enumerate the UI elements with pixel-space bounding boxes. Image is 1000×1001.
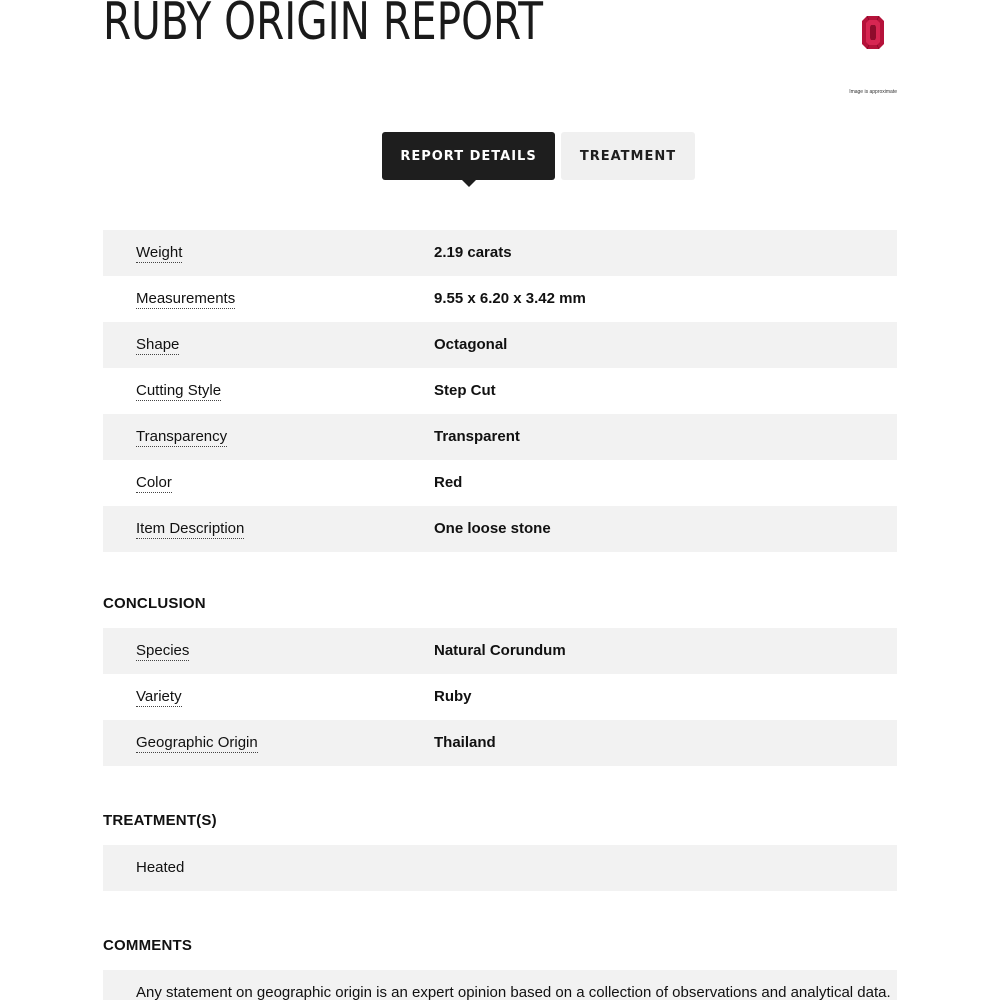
transparency-label[interactable]: Transparency <box>136 428 228 445</box>
comments-heading: COMMENTS <box>103 937 193 954</box>
tab-report-details[interactable]: REPORT DETAILS <box>382 132 555 180</box>
species-label[interactable]: Species <box>136 642 190 659</box>
table-row <box>103 628 897 674</box>
treatment-item: Heated <box>136 859 185 876</box>
variety-value: Ruby <box>434 688 472 705</box>
table-row <box>103 845 897 891</box>
treatments-table <box>103 845 897 891</box>
treatments-heading: TREATMENT(S) <box>103 812 217 829</box>
conclusion-heading: CONCLUSION <box>103 595 206 612</box>
comments-table <box>103 970 897 1000</box>
image-approximate-note: Image is approximate <box>849 89 897 95</box>
measurements-label[interactable]: Measurements <box>136 290 236 307</box>
table-row <box>103 460 897 506</box>
geographic-origin-value: Thailand <box>434 734 496 751</box>
table-row <box>103 368 897 414</box>
cutting-style-value: Step Cut <box>434 382 496 399</box>
weight-label[interactable]: Weight <box>136 244 183 261</box>
page-title: RUBY ORIGIN REPORT <box>103 0 544 52</box>
table-row <box>103 276 897 322</box>
conclusion-table <box>103 628 897 766</box>
measurements-value: 9.55 x 6.20 x 3.42 mm <box>434 290 586 307</box>
table-row <box>103 506 897 552</box>
report-details-table <box>103 230 897 552</box>
active-tab-pointer <box>462 180 476 187</box>
ruby-gem-icon <box>862 16 884 49</box>
cutting-style-label[interactable]: Cutting Style <box>136 382 222 399</box>
table-row <box>103 322 897 368</box>
comment-text: Any statement on geographic origin is an expert opinion based on a collection of observations and analytical data. <box>136 984 891 1001</box>
variety-label[interactable]: Variety <box>136 688 182 705</box>
tab-treatment[interactable]: TREATMENT <box>561 132 695 180</box>
species-value: Natural Corundum <box>434 642 566 659</box>
shape-label[interactable]: Shape <box>136 336 180 353</box>
table-row <box>103 674 897 720</box>
item-description-value: One loose stone <box>434 520 551 537</box>
table-row <box>103 720 897 766</box>
item-description-label[interactable]: Item Description <box>136 520 245 537</box>
table-row <box>103 970 897 1000</box>
geographic-origin-label[interactable]: Geographic Origin <box>136 734 258 751</box>
transparency-value: Transparent <box>434 428 520 445</box>
color-value: Red <box>434 474 463 491</box>
table-row <box>103 414 897 460</box>
color-label[interactable]: Color <box>136 474 172 491</box>
table-row <box>103 230 897 276</box>
shape-value: Octagonal <box>434 336 508 353</box>
weight-value: 2.19 carats <box>434 244 512 261</box>
